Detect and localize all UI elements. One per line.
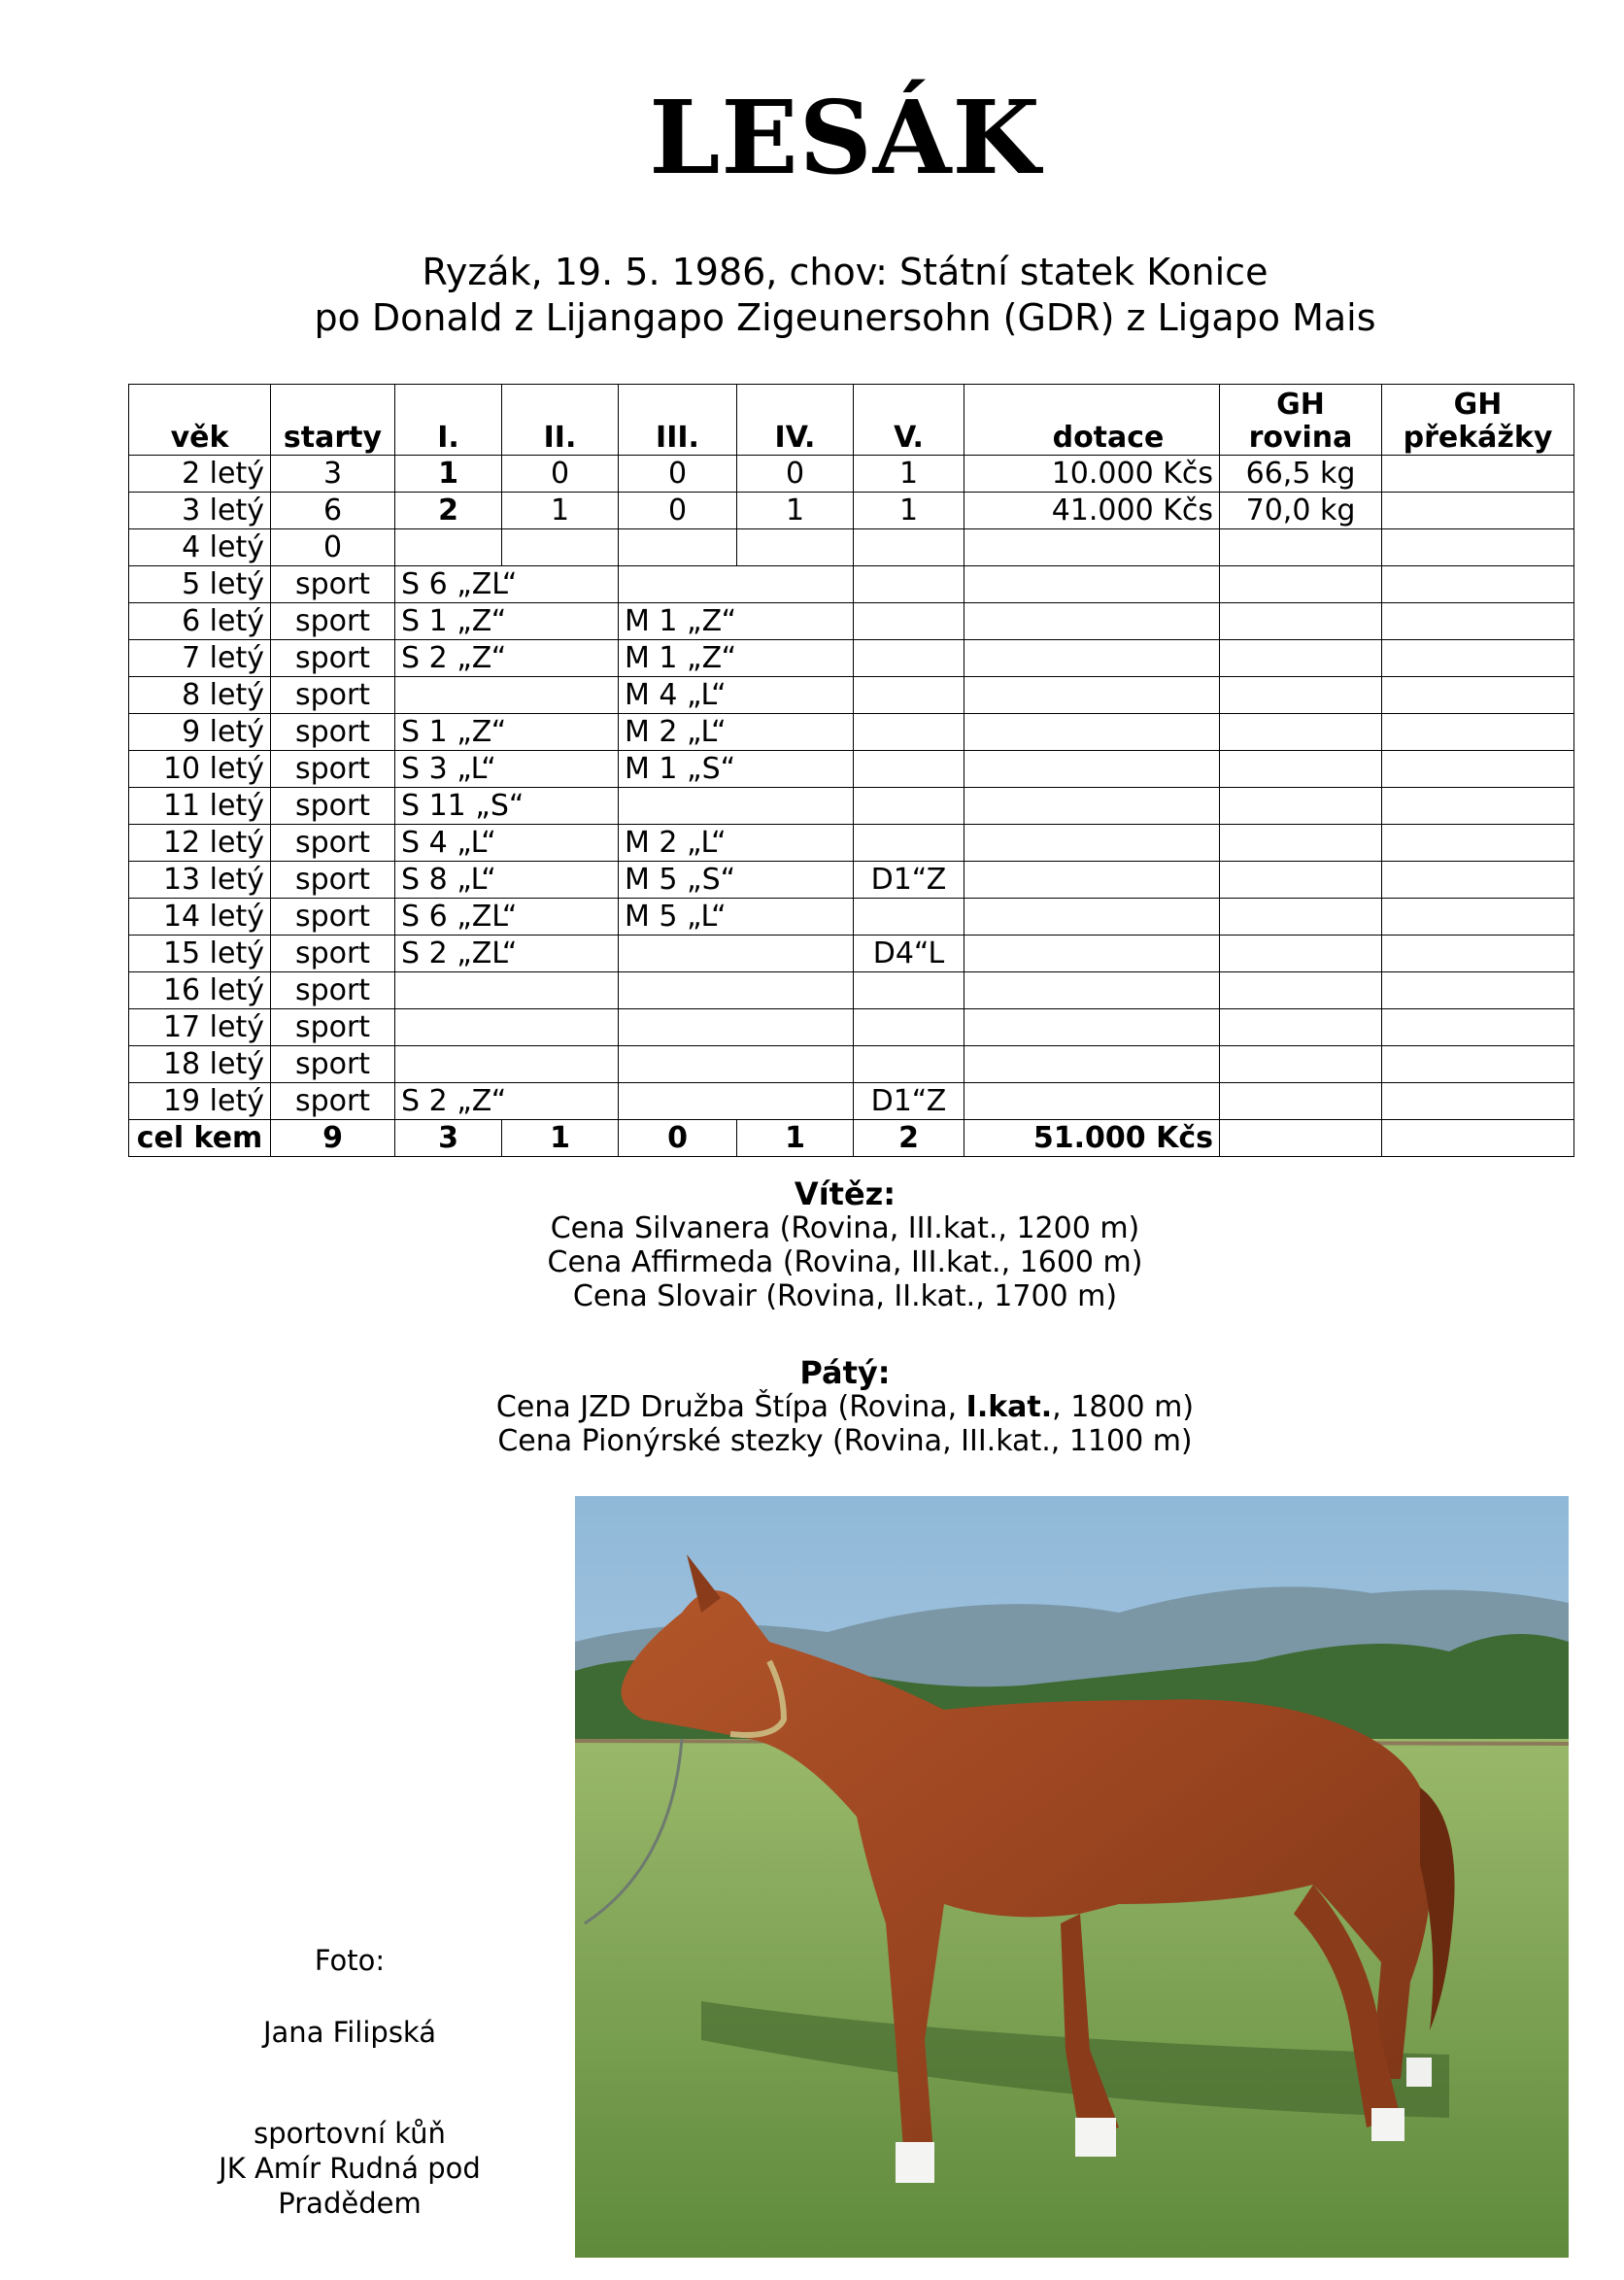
total-second-cell: 1: [502, 1120, 619, 1157]
gh-flat-cell: 70,0 kg: [1220, 493, 1382, 529]
gh-obstacle-cell: [1382, 714, 1574, 751]
dressage-cell: [854, 1009, 964, 1046]
gh-flat-cell: [1220, 677, 1382, 714]
total-fifth-cell: 2: [854, 1120, 964, 1157]
total-prize-cell: 51.000 Kčs: [964, 1120, 1220, 1157]
dressage-cell: [854, 1046, 964, 1083]
third-places-cell: [619, 529, 737, 566]
winner-section: [0, 1177, 1624, 1313]
age-cell: 15 letý: [129, 936, 271, 972]
table-row: [129, 1009, 1574, 1046]
pedigree-line: po Donald z Lijangapo Zigeunersohn (GDR) z Ligapo Mais: [314, 296, 1376, 339]
jumping-m-cell: M 5 „L“: [619, 899, 854, 936]
age-cell: 8 letý: [129, 677, 271, 714]
starts-cell: 0: [271, 529, 395, 566]
horse-description: Ryzák, 19. 5. 1986, chov: Státní statek Konice: [422, 251, 1269, 293]
jumping-s-cell: S 4 „L“: [395, 825, 619, 862]
gh-obstacle-cell: [1382, 1046, 1574, 1083]
gh-obstacle-cell: [1382, 456, 1574, 493]
prize-money-cell: [964, 1083, 1220, 1120]
fifth-places-cell: [854, 529, 964, 566]
first-places-cell: [395, 529, 502, 566]
dressage-cell: D4“L: [854, 936, 964, 972]
winner-item: Cena Affirmeda (Rovina, III.kat., 1600 m): [547, 1245, 1143, 1279]
table-header-row: [129, 385, 1574, 456]
age-cell: 16 letý: [129, 972, 271, 1009]
gh-obstacle-cell: [1382, 862, 1574, 899]
jumping-s-cell: S 11 „S“: [395, 788, 619, 825]
table-row: [129, 456, 1574, 493]
photo-label: Foto:: [314, 1944, 386, 1977]
jumping-m-cell: M 5 „S“: [619, 862, 854, 899]
table-row: [129, 566, 1574, 603]
prize-money-cell: [964, 640, 1220, 677]
table-row: [129, 714, 1574, 751]
fourth-places-cell: 0: [737, 456, 854, 493]
jumping-m-cell: [619, 566, 854, 603]
horse-owner: JK Amír Rudná pod Pradědem: [219, 2152, 481, 2220]
prize-money-cell: [964, 677, 1220, 714]
jumping-s-cell: S 1 „Z“: [395, 603, 619, 640]
jumping-s-cell: S 2 „Z“: [395, 1083, 619, 1120]
dressage-cell: [854, 677, 964, 714]
gh-flat-cell: [1220, 1046, 1382, 1083]
dressage-cell: [854, 825, 964, 862]
jumping-m-cell: M 1 „Z“: [619, 603, 854, 640]
gh-obstacle-cell: [1382, 603, 1574, 640]
jumping-s-cell: S 2 „ZL“: [395, 936, 619, 972]
jumping-s-cell: [395, 677, 619, 714]
col-fifth-header: V.: [854, 385, 964, 456]
starts-cell: sport: [271, 677, 395, 714]
table-row: [129, 899, 1574, 936]
gh-obstacle-cell: [1382, 529, 1574, 566]
jumping-m-cell: [619, 1009, 854, 1046]
starts-cell: sport: [271, 1009, 395, 1046]
total-first-cell: 3: [395, 1120, 502, 1157]
gh-obstacle-cell: [1382, 899, 1574, 936]
gh-flat-cell: [1220, 529, 1382, 566]
age-cell: 19 letý: [129, 1083, 271, 1120]
table-row: [129, 825, 1574, 862]
starts-cell: 3: [271, 456, 395, 493]
fifth-heading: Pátý:: [799, 1354, 891, 1391]
dressage-cell: [854, 640, 964, 677]
starts-cell: sport: [271, 936, 395, 972]
gh-flat-cell: [1220, 1120, 1382, 1157]
prize-money-cell: [964, 825, 1220, 862]
gh-obstacle-cell: [1382, 677, 1574, 714]
gh-obstacle-cell: [1382, 566, 1574, 603]
table-row: [129, 493, 1574, 529]
prize-money-cell: [964, 751, 1220, 788]
total-fourth-cell: 1: [737, 1120, 854, 1157]
gh-obstacle-cell: [1382, 1083, 1574, 1120]
fifth-places-cell: 1: [854, 493, 964, 529]
age-cell: 11 letý: [129, 788, 271, 825]
starts-cell: sport: [271, 862, 395, 899]
starts-cell: sport: [271, 1046, 395, 1083]
gh-flat-cell: [1220, 936, 1382, 972]
age-cell: 17 letý: [129, 1009, 271, 1046]
jumping-m-cell: M 1 „Z“: [619, 640, 854, 677]
col-age-header: věk: [129, 385, 271, 456]
age-cell: 3 letý: [129, 493, 271, 529]
fifth-place-section: [0, 1356, 1624, 1458]
gh-obstacle-cell: [1382, 493, 1574, 529]
gh-obstacle-cell: [1382, 825, 1574, 862]
table-row: [129, 677, 1574, 714]
jumping-s-cell: S 6 „ZL“: [395, 899, 619, 936]
starts-cell: sport: [271, 751, 395, 788]
jumping-s-cell: S 6 „ZL“: [395, 566, 619, 603]
starts-cell: 6: [271, 493, 395, 529]
starts-cell: sport: [271, 640, 395, 677]
jumping-m-cell: [619, 936, 854, 972]
age-cell: 14 letý: [129, 899, 271, 936]
table-row: [129, 529, 1574, 566]
starts-cell: sport: [271, 714, 395, 751]
table-row: [129, 751, 1574, 788]
age-cell: 18 letý: [129, 1046, 271, 1083]
horse-photo: [575, 1496, 1569, 2258]
age-cell: 7 letý: [129, 640, 271, 677]
age-cell: 10 letý: [129, 751, 271, 788]
col-third-header: III.: [619, 385, 737, 456]
total-label-cell: cel kem: [129, 1120, 271, 1157]
gh-obstacle-cell: [1382, 1120, 1574, 1157]
total-third-cell: 0: [619, 1120, 737, 1157]
second-places-cell: 1: [502, 493, 619, 529]
jumping-m-cell: M 2 „L“: [619, 714, 854, 751]
table-row: [129, 862, 1574, 899]
table-row: [129, 1046, 1574, 1083]
gh-flat-cell: [1220, 1009, 1382, 1046]
fifth-places-cell: 1: [854, 456, 964, 493]
total-starts-cell: 9: [271, 1120, 395, 1157]
jumping-s-cell: S 1 „Z“: [395, 714, 619, 751]
photographer-name: Jana Filipská: [262, 2016, 436, 2049]
jumping-m-cell: [619, 788, 854, 825]
starts-cell: sport: [271, 972, 395, 1009]
gh-flat-cell: [1220, 788, 1382, 825]
col-starts-header: starty: [271, 385, 395, 456]
first-places-cell: 2: [395, 493, 502, 529]
winner-item: Cena Silvanera (Rovina, III.kat., 1200 m): [550, 1211, 1140, 1245]
gh-flat-cell: [1220, 640, 1382, 677]
gh-flat-cell: [1220, 1083, 1382, 1120]
col-fourth-header: IV.: [737, 385, 854, 456]
dressage-cell: [854, 714, 964, 751]
col-gh-flat-header: GH rovina: [1220, 385, 1382, 456]
prize-money-cell: 41.000 Kčs: [964, 493, 1220, 529]
prize-money-cell: [964, 714, 1220, 751]
starts-cell: sport: [271, 603, 395, 640]
horse-use: sportovní kůň: [254, 2117, 446, 2150]
gh-flat-cell: [1220, 566, 1382, 603]
dressage-cell: [854, 566, 964, 603]
total-row: [129, 1120, 1574, 1157]
dressage-cell: [854, 751, 964, 788]
gh-flat-cell: [1220, 972, 1382, 1009]
gh-flat-cell: [1220, 862, 1382, 899]
col-second-header: II.: [502, 385, 619, 456]
third-places-cell: 0: [619, 456, 737, 493]
age-cell: 13 letý: [129, 862, 271, 899]
prize-money-cell: 10.000 Kčs: [964, 456, 1220, 493]
prize-money-cell: [964, 972, 1220, 1009]
second-places-cell: [502, 529, 619, 566]
prize-money-cell: [964, 862, 1220, 899]
gh-obstacle-cell: [1382, 788, 1574, 825]
gh-obstacle-cell: [1382, 1009, 1574, 1046]
fourth-places-cell: [737, 529, 854, 566]
jumping-s-cell: [395, 972, 619, 1009]
dressage-cell: [854, 788, 964, 825]
table-row: [129, 640, 1574, 677]
fifth-item: Cena JZD Družba Štípa (Rovina, I.kat., 1800 m): [495, 1390, 1195, 1424]
table-row: [129, 788, 1574, 825]
dressage-cell: D1“Z: [854, 1083, 964, 1120]
gh-flat-cell: [1220, 751, 1382, 788]
jumping-m-cell: [619, 1046, 854, 1083]
age-cell: 2 letý: [129, 456, 271, 493]
prize-money-cell: [964, 529, 1220, 566]
dressage-cell: [854, 899, 964, 936]
table-row: [129, 936, 1574, 972]
prize-money-cell: [964, 899, 1220, 936]
table-row: [129, 1083, 1574, 1120]
prize-money-cell: [964, 788, 1220, 825]
fifth-item: Cena Pionýrské stezky (Rovina, III.kat., 1100 m): [497, 1424, 1193, 1458]
page-title: LESÁK: [649, 78, 1041, 197]
dressage-cell: D1“Z: [854, 862, 964, 899]
second-places-cell: 0: [502, 456, 619, 493]
col-first-header: I.: [395, 385, 502, 456]
prize-money-cell: [964, 1046, 1220, 1083]
jumping-m-cell: [619, 1083, 854, 1120]
fourth-places-cell: 1: [737, 493, 854, 529]
starts-cell: sport: [271, 566, 395, 603]
gh-obstacle-cell: [1382, 751, 1574, 788]
gh-flat-cell: [1220, 714, 1382, 751]
prize-money-cell: [964, 603, 1220, 640]
age-cell: 12 letý: [129, 825, 271, 862]
table-row: [129, 972, 1574, 1009]
jumping-m-cell: M 1 „S“: [619, 751, 854, 788]
dressage-cell: [854, 603, 964, 640]
starts-cell: sport: [271, 1083, 395, 1120]
gh-obstacle-cell: [1382, 640, 1574, 677]
starts-cell: sport: [271, 825, 395, 862]
winner-heading: Vítěz:: [794, 1175, 897, 1212]
col-gh-obstacle-header: GH překážky: [1382, 385, 1574, 456]
jumping-s-cell: [395, 1009, 619, 1046]
gh-flat-cell: [1220, 825, 1382, 862]
gh-obstacle-cell: [1382, 972, 1574, 1009]
prize-money-cell: [964, 1009, 1220, 1046]
col-prize-header: dotace: [964, 385, 1220, 456]
jumping-m-cell: M 4 „L“: [619, 677, 854, 714]
starts-cell: sport: [271, 788, 395, 825]
age-cell: 5 letý: [129, 566, 271, 603]
jumping-s-cell: S 3 „L“: [395, 751, 619, 788]
gh-obstacle-cell: [1382, 936, 1574, 972]
results-table: [128, 384, 1574, 1157]
jumping-m-cell: [619, 972, 854, 1009]
age-cell: 6 letý: [129, 603, 271, 640]
starts-cell: sport: [271, 899, 395, 936]
table-row: [129, 603, 1574, 640]
jumping-m-cell: M 2 „L“: [619, 825, 854, 862]
winner-item: Cena Slovair (Rovina, II.kat., 1700 m): [572, 1279, 1118, 1313]
jumping-s-cell: S 8 „L“: [395, 862, 619, 899]
dressage-cell: [854, 972, 964, 1009]
jumping-s-cell: S 2 „Z“: [395, 640, 619, 677]
age-cell: 9 letý: [129, 714, 271, 751]
first-places-cell: 1: [395, 456, 502, 493]
prize-money-cell: [964, 936, 1220, 972]
gh-flat-cell: 66,5 kg: [1220, 456, 1382, 493]
jumping-s-cell: [395, 1046, 619, 1083]
gh-flat-cell: [1220, 899, 1382, 936]
third-places-cell: 0: [619, 493, 737, 529]
age-cell: 4 letý: [129, 529, 271, 566]
prize-money-cell: [964, 566, 1220, 603]
gh-flat-cell: [1220, 603, 1382, 640]
